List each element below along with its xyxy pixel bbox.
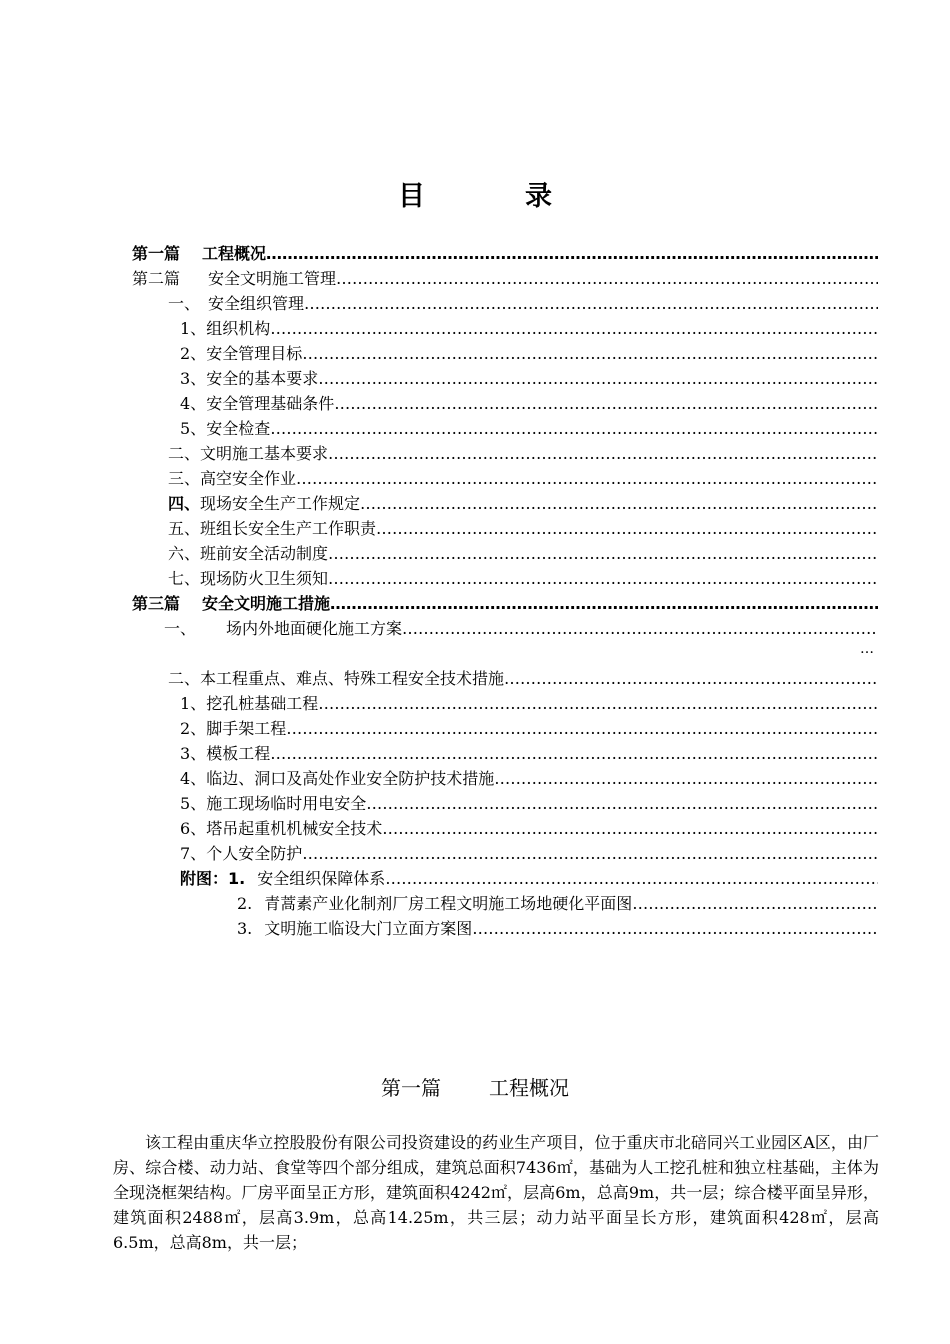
toc-entry-label: 安全文明施工措施 <box>202 594 331 613</box>
toc-entry-label: 组织机构 <box>206 319 271 338</box>
toc-leader-dots <box>336 268 878 290</box>
toc-leader-dots <box>328 543 878 565</box>
toc-entry-number: 二、 <box>168 669 201 688</box>
toc-entry-label: 模板工程 <box>206 744 271 763</box>
toc-entry-label: 施工现场临时用电安全 <box>206 794 367 813</box>
toc-entry[interactable] <box>132 593 878 615</box>
toc-leader-dots <box>270 743 878 765</box>
toc-title <box>0 174 950 213</box>
toc-entry-label: 现场安全生产工作规定 <box>200 494 361 513</box>
toc-entry-label: 现场防火卫生须知 <box>200 569 329 588</box>
toc-leader-dots <box>360 493 878 515</box>
toc-entry-number: 3、 <box>180 369 207 388</box>
toc-entry[interactable] <box>164 618 878 640</box>
toc-entry-label: 临边、洞口及高处作业安全防护技术措施 <box>206 769 495 788</box>
toc-entry-label: 文明施工临设大门立面方案图 <box>264 919 473 938</box>
toc-entry-number: 六、 <box>168 544 201 563</box>
toc-entry-label: 安全管理基础条件 <box>206 394 335 413</box>
toc-entry-label: 班前安全活动制度 <box>200 544 329 563</box>
toc-entry-number: 1、 <box>180 319 207 338</box>
toc-entry-number: 七、 <box>168 569 201 588</box>
toc-entry-label: 挖孔桩基础工程 <box>206 694 319 713</box>
toc-leader-dots <box>266 243 878 265</box>
toc-entry[interactable] <box>180 718 878 740</box>
toc-entry-number: 二、 <box>168 444 201 463</box>
toc-entry-label: 塔吊起重机机械安全技术 <box>206 819 383 838</box>
toc-entry-label: 班组长安全生产工作职责 <box>200 519 377 538</box>
paragraph: 该工程由重庆华立控股股份有限公司投资建设的药业生产项目，位于重庆市北碚同兴工业园区A区，由厂房、综合楼、动力站、食堂等四个部分组成，建筑总面积7436㎡，基础为人工挖孔桩和独立柱基础，主体为全现浇框架结构。厂房平面呈正方形，建筑面积4242㎡，层高6m，总高9m，共一层；综合楼平面呈异形，建筑面积2488㎡，层高3.9m，总高14.25m，共三层；动力站平面呈长方形，建筑面积428㎡，层高6.5m，总高8m，共一层； <box>113 1133 879 1252</box>
toc-leader-dots <box>494 768 878 790</box>
toc-entry[interactable] <box>180 843 878 865</box>
toc-leader-dots <box>330 593 878 615</box>
section-title: 工程概况 <box>489 1076 569 1100</box>
toc-entry[interactable] <box>180 793 878 815</box>
toc-continuation-dots: … <box>860 641 874 657</box>
toc-entry[interactable] <box>132 268 878 290</box>
toc-entry-label: 青蒿素产业化制剂厂房工程文明施工场地硬化平面图 <box>264 894 633 913</box>
toc-entry-number: 4、 <box>180 769 207 788</box>
toc-leader-dots <box>402 618 878 640</box>
toc-entry[interactable] <box>237 918 878 940</box>
toc-entry-label: 安全检查 <box>206 419 271 438</box>
toc-leader-dots <box>472 918 878 940</box>
toc-entry-number: 2、 <box>180 719 207 738</box>
section-part: 第一篇 <box>381 1076 441 1100</box>
toc-entry[interactable] <box>168 568 878 590</box>
toc-leader-dots <box>296 468 878 490</box>
toc-entry-number: 五、 <box>168 519 201 538</box>
toc-entry-label: 安全文明施工管理 <box>208 269 337 288</box>
toc-entry[interactable] <box>180 743 878 765</box>
toc-title-right: 录 <box>525 181 552 212</box>
toc-entry-number: 一、 <box>164 619 197 638</box>
toc-entry-label: 文明施工基本要求 <box>200 444 329 463</box>
toc-leader-dots <box>334 393 878 415</box>
toc-entry[interactable] <box>168 543 878 565</box>
toc-entry-number: 1、 <box>180 694 207 713</box>
toc-entry-number: 4、 <box>180 394 207 413</box>
toc-leader-dots <box>504 668 878 690</box>
toc-entry-number: 四、 <box>168 494 201 513</box>
toc-title-left: 目 <box>398 181 425 212</box>
toc-leader-dots <box>286 718 878 740</box>
toc-leader-dots <box>302 343 878 365</box>
toc-entry-number: 2. <box>237 894 253 913</box>
toc-entry-label: 安全的基本要求 <box>206 369 319 388</box>
toc-entry-number: 6、 <box>180 819 207 838</box>
toc-entry[interactable] <box>180 768 878 790</box>
section-heading <box>0 1072 950 1101</box>
toc-leader-dots <box>385 868 878 890</box>
toc-entry-number: 附图：1. <box>180 869 246 888</box>
toc-entry[interactable] <box>180 318 878 340</box>
toc-entry[interactable] <box>180 418 878 440</box>
toc-leader-dots <box>302 843 878 865</box>
toc-entry[interactable] <box>180 368 878 390</box>
toc-entry-label: 个人安全防护 <box>206 844 303 863</box>
toc-leader-dots <box>270 318 878 340</box>
toc-leader-dots <box>318 693 878 715</box>
toc-entry-label: 安全组织管理 <box>208 294 305 313</box>
toc-entry[interactable] <box>237 893 878 915</box>
toc-entry-number: 一、 <box>168 294 201 313</box>
toc-leader-dots <box>304 293 878 315</box>
toc-leader-dots <box>382 818 878 840</box>
toc-entry[interactable] <box>180 818 878 840</box>
toc-leader-dots <box>270 418 878 440</box>
toc-entry[interactable] <box>168 668 878 690</box>
toc-entry-number: 5、 <box>180 794 207 813</box>
toc-entry-label: 安全组织保障体系 <box>257 869 386 888</box>
toc-leader-dots <box>328 443 878 465</box>
toc-entry[interactable] <box>168 468 878 490</box>
toc-entry-number: 三、 <box>168 469 201 488</box>
toc-entry-number: 第一篇 <box>132 244 181 263</box>
toc-entry[interactable] <box>180 868 878 890</box>
toc-entry[interactable] <box>180 393 878 415</box>
toc-entry[interactable] <box>168 518 878 540</box>
toc-leader-dots <box>632 893 878 915</box>
toc-entry-label: 脚手架工程 <box>206 719 287 738</box>
toc-entry-label: 工程概况 <box>202 244 267 263</box>
toc-entry[interactable] <box>168 493 878 515</box>
toc-entry[interactable] <box>168 443 878 465</box>
toc-entry-number: 第二篇 <box>132 269 181 288</box>
toc-entry-number: 5、 <box>180 419 207 438</box>
body-text <box>113 1130 879 1255</box>
toc-entry-number: 2、 <box>180 344 207 363</box>
toc-entry[interactable] <box>132 243 878 265</box>
toc-entry-number: 3、 <box>180 744 207 763</box>
toc-entry-number: 7、 <box>180 844 207 863</box>
toc-entry[interactable] <box>180 343 878 365</box>
toc-entry-label: 高空安全作业 <box>200 469 297 488</box>
toc-leader-dots <box>376 518 878 540</box>
toc-entry-label: 安全管理目标 <box>206 344 303 363</box>
toc-entry-label: 场内外地面硬化施工方案 <box>226 619 403 638</box>
toc-entry[interactable] <box>168 293 878 315</box>
toc-entry-label: 本工程重点、难点、特殊工程安全技术措施 <box>200 669 505 688</box>
toc-entry-number: 第三篇 <box>132 594 181 613</box>
toc-leader-dots <box>366 793 878 815</box>
toc-entry[interactable] <box>180 693 878 715</box>
toc-entry-number: 3. <box>237 919 253 938</box>
toc-leader-dots <box>318 368 878 390</box>
toc-leader-dots <box>328 568 878 590</box>
